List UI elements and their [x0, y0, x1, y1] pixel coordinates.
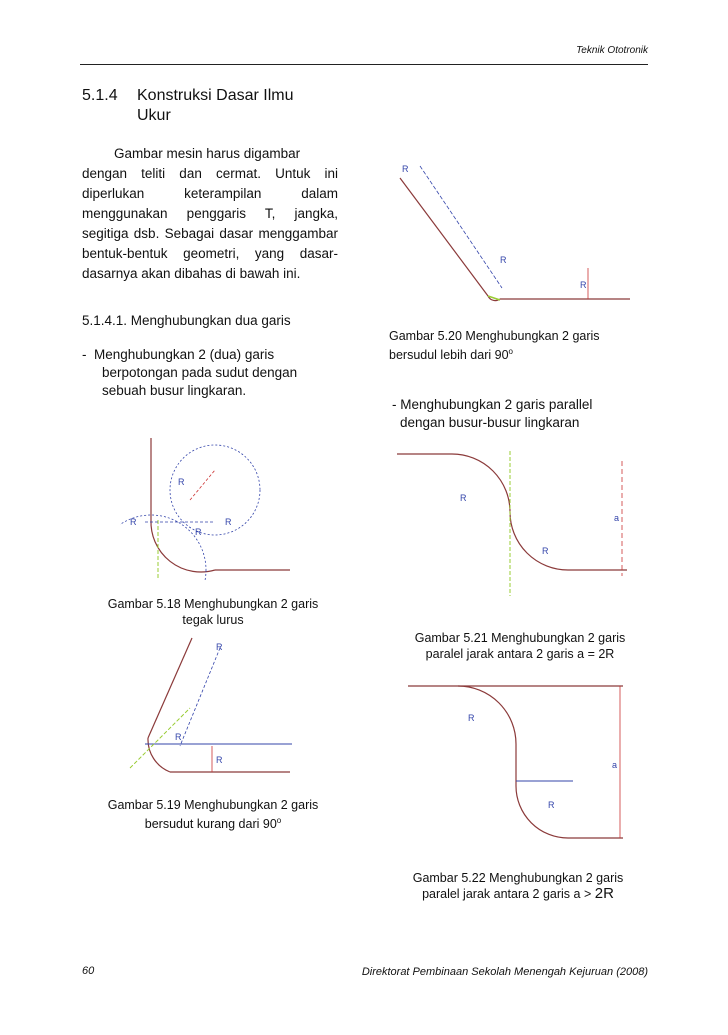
figure-5-19 [120, 628, 300, 778]
fig18-construction-circle-2 [170, 445, 260, 535]
fig20-slanted-line [400, 178, 488, 296]
caption-5-21-line1: Gambar 5.21 Menghubungkan 2 garis [414, 631, 626, 645]
fig20-offset-line [420, 166, 502, 288]
fig21-r-label-2: R [542, 546, 549, 556]
section-number: 5.1.4 [82, 87, 118, 104]
fig18-r-label-2: R [130, 517, 137, 527]
caption-5-22-2r: 2R [594, 885, 614, 902]
fig19-r-label-2: R [175, 732, 182, 742]
section-title-line2: Ukur [137, 107, 171, 124]
figure-5-20 [390, 148, 640, 308]
bullet-left-line1: Menghubungkan 2 (dua) garis [94, 347, 275, 362]
caption-5-19-degree: o [276, 816, 282, 825]
fig19-r-label: R [216, 642, 223, 652]
fig22-a-label: a [612, 760, 618, 770]
figure-5-21 [392, 446, 642, 606]
fig18-arc [151, 520, 215, 572]
bullet-right [392, 396, 648, 432]
fig18-r-label-4: R [195, 527, 202, 537]
figure-5-22 [398, 676, 648, 851]
caption-5-21-line2: paralel jarak antara 2 garis a = 2R [425, 647, 615, 661]
section-title [82, 86, 294, 126]
bullet-left-line3: sebuah busur lingkaran. [102, 383, 247, 398]
bullet-right-line1: - Menghubungkan 2 garis parallel [392, 397, 593, 412]
fig21-r-label: R [460, 493, 467, 503]
fig19-offset-line [180, 648, 220, 746]
header-rule [80, 64, 648, 65]
fig20-r-label-3: R [580, 280, 587, 290]
intro-paragraph [82, 144, 338, 284]
fig19-slanted-line [148, 638, 192, 738]
fig22-curve [458, 686, 568, 838]
fig18-r-label-3: R [225, 517, 232, 527]
fig18-r-label: R [178, 477, 185, 487]
fig22-r-label: R [468, 713, 475, 723]
paragraph-body: dengan teliti dan cermat. Untuk ini diperlukan keterampilan dalam menggunakan penggaris T, jangka, segitiga dsb. Sebagai dasar menggambar bentuk-bentuk geometri, yang dasar-dasarnya akan dibahas di bawah ini. [82, 166, 338, 281]
figure-5-18 [120, 430, 300, 580]
caption-5-19-line2: bersudut kurang dari 90 [144, 817, 277, 832]
caption-5-19-line1: Gambar 5.19 Menghubungkan 2 garis [107, 798, 319, 812]
caption-5-19 [84, 797, 342, 832]
footer-publisher: Direktorat Pembinaan Sekolah Menengah Kejuruan (2008) [361, 966, 648, 978]
caption-5-20-line2: bersudul lebih dari 90 [389, 348, 509, 363]
caption-5-20-line1: Gambar 5.20 Menghubungkan 2 garis [389, 329, 600, 343]
caption-5-22-line1: Gambar 5.22 Menghubungkan 2 garis [412, 871, 624, 885]
fig22-r-label-2: R [548, 800, 555, 810]
fig18-radius-line [190, 470, 215, 500]
caption-5-20 [389, 328, 649, 363]
paragraph-first-line: Gambar mesin harus digambar [114, 146, 301, 161]
running-header: Teknik Ototronik [576, 45, 648, 56]
caption-5-18-line1: Gambar 5.18 Menghubungkan 2 garis [107, 597, 319, 611]
section-title-line1: Konstruksi Dasar Ilmu [137, 87, 294, 104]
bullet-dash: - [82, 347, 87, 362]
caption-5-22 [388, 870, 648, 902]
caption-5-18-line2: tegak lurus [182, 613, 244, 627]
caption-5-21 [390, 630, 650, 662]
page-number: 60 [82, 965, 95, 977]
bullet-left [82, 346, 340, 400]
bullet-right-line2: dengan busur-busur lingkaran [400, 415, 580, 430]
caption-5-20-degree: o [508, 347, 513, 356]
fig20-r-label: R [402, 164, 409, 174]
bullet-left-line2: berpotongan pada sudut dengan [102, 365, 298, 380]
fig19-arc [148, 738, 170, 772]
caption-5-18 [84, 596, 342, 628]
fig19-r-label-3: R [216, 755, 223, 765]
subsection-heading: 5.1.4.1. Menghubungkan dua garis [82, 313, 291, 328]
fig21-a-label: a [614, 513, 620, 523]
fig20-r-label-2: R [500, 255, 507, 265]
caption-5-22-line2: paralel jarak antara 2 garis a > [422, 887, 592, 901]
